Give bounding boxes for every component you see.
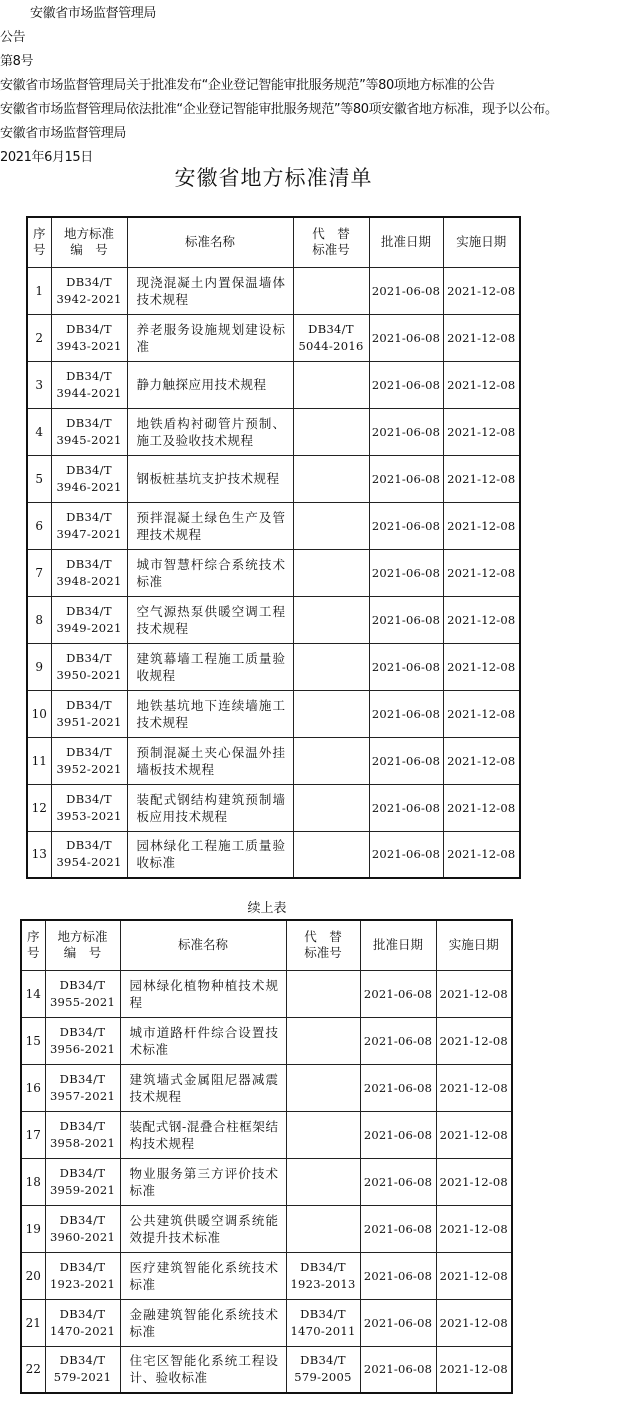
standard-code bbox=[45, 1299, 120, 1346]
standard-name: 公共建筑供暖空调系统能效提升技术标准 bbox=[120, 1205, 286, 1252]
notice-title: 安徽省市场监督管理局关于批准发布“企业登记智能审批服务规范”等80项地方标准的公告 bbox=[0, 78, 495, 93]
standard-name: 地铁基坑地下连续墙施工技术规程 bbox=[127, 690, 293, 737]
replaced-standard bbox=[293, 784, 369, 831]
approval-date: 2021-06-08 bbox=[369, 502, 443, 549]
replaced-code-prefix: DB34/T bbox=[300, 1306, 346, 1321]
standard-name: 装配式钢结构建筑预制墙板应用技术规程 bbox=[127, 784, 293, 831]
standard-code-number: 3955-2021 bbox=[49, 994, 116, 1009]
approval-date: 2021-06-08 bbox=[360, 1158, 436, 1205]
standard-code-prefix: DB34/T bbox=[66, 603, 112, 618]
effective-date: 2021-12-08 bbox=[443, 267, 520, 314]
standard-code-prefix: DB34/T bbox=[66, 368, 112, 383]
effective-date: 2021-12-08 bbox=[443, 314, 520, 361]
standard-name: 建筑幕墙工程施工质量验收规程 bbox=[127, 643, 293, 690]
replaced-code-prefix: DB34/T bbox=[300, 1259, 346, 1274]
approval-date: 2021-06-08 bbox=[369, 643, 443, 690]
approval-date: 2021-06-08 bbox=[369, 690, 443, 737]
standard-code-number: 3945-2021 bbox=[56, 432, 122, 447]
replaced-standard bbox=[286, 1017, 360, 1064]
standard-code bbox=[51, 267, 127, 314]
standard-code bbox=[51, 643, 127, 690]
replaced-standard bbox=[293, 596, 369, 643]
standard-code bbox=[51, 314, 127, 361]
table-row bbox=[21, 970, 512, 1017]
row-number: 9 bbox=[27, 643, 51, 690]
standard-name: 物业服务第三方评价技术标准 bbox=[120, 1158, 286, 1205]
standards-list-title: 安徽省地方标准清单 bbox=[174, 166, 373, 190]
standard-code-prefix: DB34/T bbox=[66, 744, 112, 759]
replaced-standard bbox=[293, 549, 369, 596]
approval-date: 2021-06-08 bbox=[360, 1017, 436, 1064]
standard-code bbox=[51, 502, 127, 549]
standard-name: 装配式钢-混叠合柱框架结构技术规程 bbox=[120, 1111, 286, 1158]
effective-date: 2021-12-08 bbox=[436, 1111, 512, 1158]
replaced-standard bbox=[293, 361, 369, 408]
standard-code-prefix: DB34/T bbox=[66, 415, 112, 430]
standard-code bbox=[51, 361, 127, 408]
approval-date: 2021-06-08 bbox=[369, 267, 443, 314]
replaced-standard bbox=[286, 1299, 360, 1346]
standard-code-prefix: DB34/T bbox=[66, 462, 112, 477]
standard-code bbox=[45, 1111, 120, 1158]
standard-code bbox=[45, 1252, 120, 1299]
standard-code-prefix: DB34/T bbox=[66, 321, 112, 336]
standard-code-number: 3948-2021 bbox=[56, 573, 122, 588]
row-number: 18 bbox=[21, 1158, 45, 1205]
standard-name: 园林绿化工程施工质量验收标准 bbox=[127, 831, 293, 878]
standard-name: 现浇混凝土内置保温墙体技术规程 bbox=[127, 267, 293, 314]
replaced-standard bbox=[293, 408, 369, 455]
standard-code-prefix: DB34/T bbox=[59, 1353, 106, 1368]
replaced-standard bbox=[293, 314, 369, 361]
continued-label: 续上表 bbox=[247, 901, 287, 916]
standard-code-prefix: DB34/T bbox=[66, 650, 112, 665]
table-row bbox=[21, 1064, 512, 1111]
replaced-standard bbox=[286, 1252, 360, 1299]
effective-date: 2021-12-08 bbox=[443, 737, 520, 784]
standard-code-number: 3950-2021 bbox=[56, 667, 122, 682]
standard-code bbox=[45, 1205, 120, 1252]
replaced-standard bbox=[293, 737, 369, 784]
effective-date: 2021-12-08 bbox=[436, 1299, 512, 1346]
approval-date: 2021-06-08 bbox=[360, 1205, 436, 1252]
table-row bbox=[21, 1252, 512, 1299]
standard-code-prefix: DB34/T bbox=[59, 1259, 106, 1274]
standard-code-number: 3947-2021 bbox=[56, 526, 122, 541]
standard-code bbox=[45, 1346, 120, 1393]
standard-code bbox=[45, 1017, 120, 1064]
table-row bbox=[27, 455, 520, 502]
standard-code-prefix: DB34/T bbox=[66, 556, 112, 571]
col-header-replaced: 代 替 标准号 bbox=[293, 217, 369, 267]
table-row bbox=[21, 1205, 512, 1252]
replaced-code-number: 579-2005 bbox=[294, 1370, 352, 1385]
replaced-standard bbox=[286, 1111, 360, 1158]
table-row bbox=[27, 267, 520, 314]
standard-name: 静力触探应用技术规程 bbox=[127, 361, 293, 408]
table-row bbox=[27, 314, 520, 361]
effective-date: 2021-12-08 bbox=[436, 1064, 512, 1111]
standard-code bbox=[51, 831, 127, 878]
standards-table-part1 bbox=[26, 216, 521, 879]
approval-date: 2021-06-08 bbox=[360, 1346, 436, 1393]
col-header-effective-date: 实施日期 bbox=[436, 920, 512, 970]
standard-name: 预拌混凝土绿色生产及管理技术规程 bbox=[127, 502, 293, 549]
notice-authority: 安徽省市场监督管理局 bbox=[30, 6, 157, 21]
standard-code-prefix: DB34/T bbox=[59, 1212, 106, 1227]
standard-code-prefix: DB34/T bbox=[59, 977, 106, 992]
replaced-standard bbox=[293, 455, 369, 502]
replaced-standard bbox=[293, 831, 369, 878]
standard-code-number: 1923-2021 bbox=[49, 1276, 116, 1291]
row-number: 1 bbox=[27, 267, 51, 314]
standard-code-number: 3957-2021 bbox=[49, 1088, 116, 1103]
effective-date: 2021-12-08 bbox=[443, 455, 520, 502]
standard-code bbox=[51, 737, 127, 784]
approval-date: 2021-06-08 bbox=[369, 408, 443, 455]
standard-code-prefix: DB34/T bbox=[66, 838, 112, 853]
row-number: 2 bbox=[27, 314, 51, 361]
replaced-standard bbox=[286, 1064, 360, 1111]
standard-code-number: 3960-2021 bbox=[49, 1229, 116, 1244]
replaced-code-number: 5044-2016 bbox=[298, 338, 364, 353]
table-row bbox=[27, 408, 520, 455]
standard-code-prefix: DB34/T bbox=[66, 509, 112, 524]
standard-code-number: 3952-2021 bbox=[56, 761, 122, 776]
approval-date: 2021-06-08 bbox=[360, 1252, 436, 1299]
table-row bbox=[27, 596, 520, 643]
approval-date: 2021-06-08 bbox=[369, 784, 443, 831]
replaced-code-prefix: DB34/T bbox=[308, 321, 354, 336]
standard-code-prefix: DB34/T bbox=[59, 1071, 106, 1086]
col-header-no: 序号 bbox=[27, 217, 51, 267]
row-number: 3 bbox=[27, 361, 51, 408]
standard-code-number: 579-2021 bbox=[53, 1370, 112, 1385]
approval-date: 2021-06-08 bbox=[369, 831, 443, 878]
standard-name: 金融建筑智能化系统技术标准 bbox=[120, 1299, 286, 1346]
replaced-standard bbox=[286, 1158, 360, 1205]
table-row bbox=[27, 784, 520, 831]
row-number: 16 bbox=[21, 1064, 45, 1111]
standard-code-number: 3954-2021 bbox=[56, 855, 122, 870]
table-row bbox=[21, 1111, 512, 1158]
table-row bbox=[27, 643, 520, 690]
col-header-replaced: 代 替 标准号 bbox=[286, 920, 360, 970]
standard-code-number: 3942-2021 bbox=[56, 291, 122, 306]
col-header-name: 标准名称 bbox=[120, 920, 286, 970]
col-header-code: 地方标准 编 号 bbox=[45, 920, 120, 970]
effective-date: 2021-12-08 bbox=[443, 596, 520, 643]
effective-date: 2021-12-08 bbox=[443, 831, 520, 878]
notice-date: 2021年6月15日 bbox=[0, 150, 93, 165]
standard-code-number: 3953-2021 bbox=[56, 808, 122, 823]
col-header-approval-date: 批准日期 bbox=[369, 217, 443, 267]
approval-date: 2021-06-08 bbox=[369, 361, 443, 408]
standard-code bbox=[51, 408, 127, 455]
replaced-code-prefix: DB34/T bbox=[300, 1353, 346, 1368]
notice-number: 第8号 bbox=[0, 54, 34, 69]
replaced-standard bbox=[286, 970, 360, 1017]
table-row bbox=[27, 502, 520, 549]
standard-code bbox=[45, 1064, 120, 1111]
approval-date: 2021-06-08 bbox=[369, 596, 443, 643]
standard-code-number: 3944-2021 bbox=[56, 385, 122, 400]
standard-code-prefix: DB34/T bbox=[59, 1165, 106, 1180]
effective-date: 2021-12-08 bbox=[443, 690, 520, 737]
notice-doc-type: 公告 bbox=[0, 30, 26, 45]
standard-name: 医疗建筑智能化系统技术标准 bbox=[120, 1252, 286, 1299]
col-header-name: 标准名称 bbox=[127, 217, 293, 267]
approval-date: 2021-06-08 bbox=[369, 737, 443, 784]
approval-date: 2021-06-08 bbox=[360, 970, 436, 1017]
standard-code-number: 3959-2021 bbox=[49, 1182, 116, 1197]
row-number: 8 bbox=[27, 596, 51, 643]
table-row bbox=[21, 1158, 512, 1205]
replaced-standard bbox=[293, 690, 369, 737]
approval-date: 2021-06-08 bbox=[369, 314, 443, 361]
replaced-standard bbox=[293, 643, 369, 690]
standard-name: 地铁盾构衬砌管片预制、施工及验收技术规程 bbox=[127, 408, 293, 455]
standard-code-number: 3958-2021 bbox=[49, 1135, 116, 1150]
effective-date: 2021-12-08 bbox=[436, 1205, 512, 1252]
standard-name: 养老服务设施规划建设标准 bbox=[127, 314, 293, 361]
notice-body: 安徽省市场监督管理局依法批准“企业登记智能审批服务规范”等80项安徽省地方标准，现予以公布。 bbox=[0, 102, 558, 117]
replaced-standard bbox=[286, 1205, 360, 1252]
standard-code bbox=[51, 690, 127, 737]
notice-signature: 安徽省市场监督管理局 bbox=[0, 126, 127, 141]
effective-date: 2021-12-08 bbox=[443, 408, 520, 455]
table-header-row bbox=[21, 920, 512, 970]
row-number: 6 bbox=[27, 502, 51, 549]
standard-name: 空气源热泵供暖空调工程技术规程 bbox=[127, 596, 293, 643]
table-row bbox=[27, 737, 520, 784]
standard-name: 城市道路杆件综合设置技术标准 bbox=[120, 1017, 286, 1064]
replaced-standard bbox=[286, 1346, 360, 1393]
standard-name: 住宅区智能化系统工程设计、验收标准 bbox=[120, 1346, 286, 1393]
effective-date: 2021-12-08 bbox=[443, 361, 520, 408]
col-header-code: 地方标准 编 号 bbox=[51, 217, 127, 267]
standard-code-number: 3943-2021 bbox=[56, 338, 122, 353]
row-number: 4 bbox=[27, 408, 51, 455]
table-header-row bbox=[27, 217, 520, 267]
table-row bbox=[27, 690, 520, 737]
standard-name: 建筑墙式金属阻尼器减震技术规程 bbox=[120, 1064, 286, 1111]
table-row bbox=[21, 1299, 512, 1346]
standard-name: 园林绿化植物种植技术规程 bbox=[120, 970, 286, 1017]
standard-code bbox=[45, 1158, 120, 1205]
replaced-standard bbox=[293, 502, 369, 549]
standard-code-prefix: DB34/T bbox=[59, 1118, 106, 1133]
standard-name: 钢板桩基坑支护技术规程 bbox=[127, 455, 293, 502]
row-number: 20 bbox=[21, 1252, 45, 1299]
standard-code-prefix: DB34/T bbox=[66, 274, 112, 289]
col-header-approval-date: 批准日期 bbox=[360, 920, 436, 970]
row-number: 14 bbox=[21, 970, 45, 1017]
standard-code bbox=[45, 970, 120, 1017]
standard-code-number: 3949-2021 bbox=[56, 620, 122, 635]
standard-code-prefix: DB34/T bbox=[66, 791, 112, 806]
effective-date: 2021-12-08 bbox=[436, 1252, 512, 1299]
standards-table-part2 bbox=[20, 919, 513, 1394]
standard-code-number: 3956-2021 bbox=[49, 1041, 116, 1056]
effective-date: 2021-12-08 bbox=[436, 1017, 512, 1064]
approval-date: 2021-06-08 bbox=[369, 455, 443, 502]
row-number: 5 bbox=[27, 455, 51, 502]
effective-date: 2021-12-08 bbox=[436, 1158, 512, 1205]
approval-date: 2021-06-08 bbox=[360, 1299, 436, 1346]
row-number: 15 bbox=[21, 1017, 45, 1064]
row-number: 21 bbox=[21, 1299, 45, 1346]
col-header-no: 序号 bbox=[21, 920, 45, 970]
table-row bbox=[27, 549, 520, 596]
standard-code-prefix: DB34/T bbox=[59, 1024, 106, 1039]
effective-date: 2021-12-08 bbox=[436, 1346, 512, 1393]
standard-code bbox=[51, 596, 127, 643]
standard-code-prefix: DB34/T bbox=[59, 1306, 106, 1321]
standard-name: 预制混凝土夹心保温外挂墙板技术规程 bbox=[127, 737, 293, 784]
standard-code bbox=[51, 549, 127, 596]
approval-date: 2021-06-08 bbox=[360, 1111, 436, 1158]
effective-date: 2021-12-08 bbox=[443, 643, 520, 690]
standard-code bbox=[51, 455, 127, 502]
row-number: 17 bbox=[21, 1111, 45, 1158]
effective-date: 2021-12-08 bbox=[443, 784, 520, 831]
table-row bbox=[21, 1017, 512, 1064]
row-number: 22 bbox=[21, 1346, 45, 1393]
col-header-effective-date: 实施日期 bbox=[443, 217, 520, 267]
row-number: 12 bbox=[27, 784, 51, 831]
row-number: 13 bbox=[27, 831, 51, 878]
effective-date: 2021-12-08 bbox=[443, 549, 520, 596]
effective-date: 2021-12-08 bbox=[443, 502, 520, 549]
standard-code-number: 3951-2021 bbox=[56, 714, 122, 729]
table-row bbox=[21, 1346, 512, 1393]
standard-code-number: 1470-2021 bbox=[49, 1323, 116, 1338]
standard-code bbox=[51, 784, 127, 831]
row-number: 11 bbox=[27, 737, 51, 784]
replaced-code-number: 1470-2011 bbox=[290, 1323, 356, 1338]
replaced-code-number: 1923-2013 bbox=[290, 1276, 356, 1291]
table-row bbox=[27, 361, 520, 408]
row-number: 19 bbox=[21, 1205, 45, 1252]
standard-code-number: 3946-2021 bbox=[56, 479, 122, 494]
effective-date: 2021-12-08 bbox=[436, 970, 512, 1017]
standard-code-prefix: DB34/T bbox=[66, 697, 112, 712]
standard-name: 城市智慧杆综合系统技术标准 bbox=[127, 549, 293, 596]
approval-date: 2021-06-08 bbox=[360, 1064, 436, 1111]
row-number: 10 bbox=[27, 690, 51, 737]
replaced-standard bbox=[293, 267, 369, 314]
table-row bbox=[27, 831, 520, 878]
row-number: 7 bbox=[27, 549, 51, 596]
approval-date: 2021-06-08 bbox=[369, 549, 443, 596]
